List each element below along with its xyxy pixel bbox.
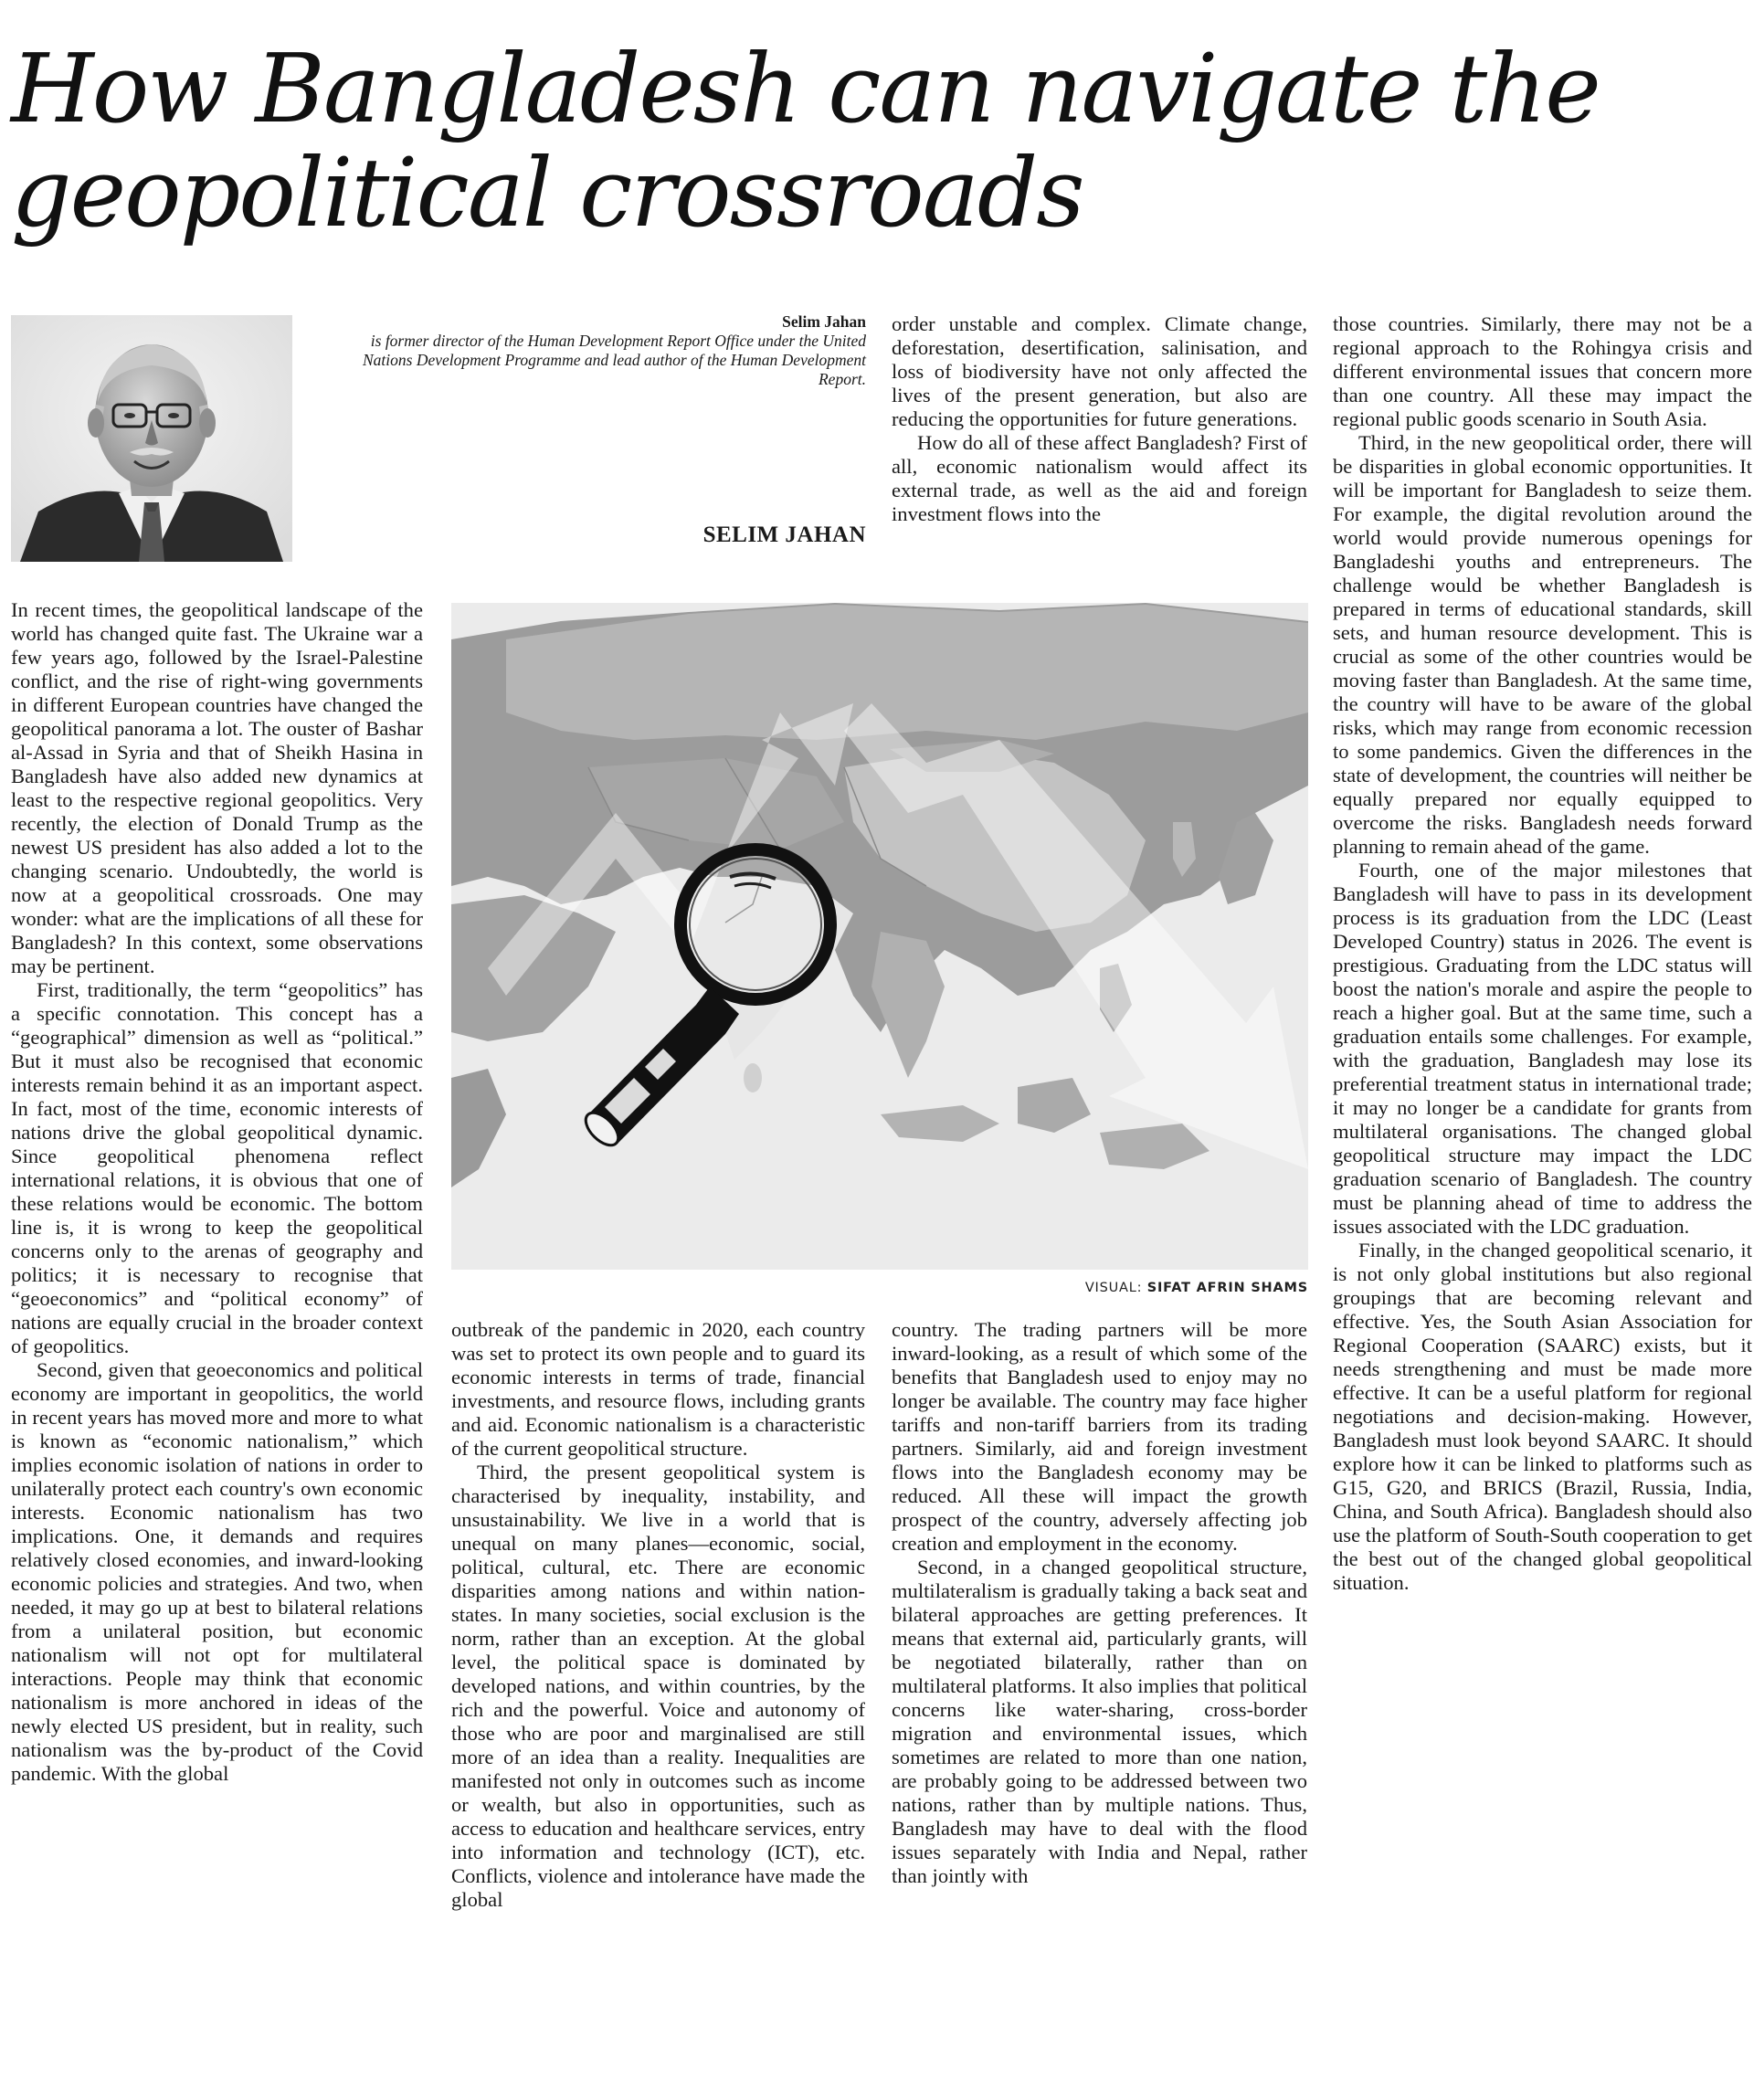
author-photo bbox=[11, 315, 292, 562]
paragraph: First, traditionally, the term “geopolitics” has a specific connotation. This concept has a “geographical” dimension as well as “political.” But it must also be recognised that economic interests remain behind it as an important aspect. In fact, most of the time, economic interests of nations drive the global geopolitical dynamic. Since geopolitical phenomena reflect international relations, it is obvious that one of these relations would be economic. The bottom line is, it is wrong to keep the geopolitical concerns only to the arenas of geography and politics; it is necessary to recognise that “geoeconomics” and “political economy” of nations are equally crucial in the broader context of geopolitics. bbox=[11, 978, 423, 1357]
visual-credit bbox=[822, 1281, 1308, 1295]
paragraph: country. The trading partners will be more inward-looking, as a result of which some of the benefits that Bangladesh used to enjoy may no longer be available. The country may face higher tariffs and non-tariff barriers from its trading partners. Similarly, aid and foreign investment flows into the Bangladesh economy may be reduced. All these will impact the growth prospect of the country, adversely affecting job creation and employment in the economy. bbox=[892, 1318, 1307, 1555]
paragraph: Third, in the new geopolitical order, there will be disparities in global economic opportunities. It will be important for Bangladesh to seize them. For example, the digital revolution around the world would provide numerous openings for Bangladeshi youths and entrepreneurs. The challenge would be whether Bangladesh is prepared in terms of educational standards, skill sets, and human resource development. This is crucial as some of the other countries would be moving faster than Bangladesh. At the same time, the country will have to be aware of the global risks, which may range from economic recession to some pandemics. Given the differences in the state of development, the countries will neither be equally prepared nor equally equipped to overcome the risks. Bangladesh needs forward planning to remain ahead of the game. bbox=[1333, 431, 1752, 858]
author-bio-text: is former director of the Human Development Report Office under the United Nations Development Programme and lead author of the Human Development Report. bbox=[363, 332, 866, 388]
paragraph: order unstable and complex. Climate change, deforestation, desertification, salinisation, and loss of biodiversity have not only affected the lives of the present generation, but also are reducing the opportunities for future generations. bbox=[892, 312, 1307, 430]
paragraph: Second, given that geoeconomics and political economy are important in geopolitics, the world in recent years has moved more and more to what is known as “economic nationalism,” which implies economic isolation of nations in order to unilaterally protect each country's own economic interests. Economic nationalism has two implications. One, it demands and requires relatively closed economies, and inward-looking economic policies and strategies. And two, when needed, it may go up at best to bilateral relations from a unilateral position, but economic nationalism will not opt for multilateral interactions. People may think that economic nationalism is more anchored in ideas of the newly elected US president, but in reality, such nationalism was the by-product of the Covid pandemic. With the global bbox=[11, 1358, 423, 1785]
author-name: Selim Jahan bbox=[782, 312, 866, 331]
column-1 bbox=[11, 598, 423, 2087]
byline: SELIM JAHAN bbox=[702, 522, 866, 547]
visual-credit-name: SIFAT AFRIN SHAMS bbox=[1146, 1281, 1308, 1295]
paragraph: Second, in a changed geopolitical structure, multilateralism is gradually taking a back seat and bilateral approaches are getting preferences. It means that external aid, particularly grants, will be negotiated bilaterally, rather than on multilateral platforms. It also implies that political concerns like water-sharing, cross-border migration and environmental issues, which sometimes are related to more than one nation, are probably going to be addressed between two nations, rather than by multiple nations. Thus, Bangladesh may have to deal with the flood issues separately with India and Nepal, rather than jointly with bbox=[892, 1556, 1307, 1887]
column-2 bbox=[451, 1318, 865, 2087]
column-3-bottom bbox=[892, 1318, 1307, 2087]
paragraph: Finally, in the changed geopolitical scenario, it is not only global institutions but also regional groupings that are becoming relevant and effective. Yes, the South Asian Association for Regional Cooperation (SAARC) exists, but it needs strengthening and must be made more effective. It can be a useful platform for regional negotiations and decision-making. However, Bangladesh must look beyond SAARC. It should explore how it can be linked to platforms such as G15, G20, and BRICS (Brazil, Russia, India, China, and South Africa). Bangladesh should also use the platform of South-South cooperation to get the best out of the changed global geopolitical situation. bbox=[1333, 1239, 1752, 1594]
headline: How Bangladesh can navigate the geopolitical crossroads bbox=[11, 33, 1600, 248]
paragraph: outbreak of the pandemic in 2020, each country was set to protect its own people and to guard its economic interests in terms of trade, financial investments, and resource flows, including grants and aid. Economic nationalism is a characteristic of the current geopolitical structure. bbox=[451, 1318, 865, 1460]
paragraph: those countries. Similarly, there may not be a regional approach to the Rohingya crisis and different environmental issues that concern more than one country. All these may impact the regional public goods scenario in South Asia. bbox=[1333, 312, 1752, 430]
paragraph: In recent times, the geopolitical landscape of the world has changed quite fast. The Ukraine war a few years ago, followed by the Israel-Palestine conflict, and the rise of right-wing governments in different European countries have changed the geopolitical panorama a lot. The ouster of Bashar al-Assad in Syria and that of Sheikh Hasina in Bangladesh have also added new dynamics at least to the respective regional geopolitics. Very recently, the election of Donald Trump as the newest US president has also added a lot to the changing scenario. Undoubtedly, the world is now at a geopolitical crossroads. One may wonder: what are the implications of all these for Bangladesh? In this context, some observations may be pertinent. bbox=[11, 598, 423, 977]
column-4 bbox=[1333, 312, 1752, 2087]
paragraph: Fourth, one of the major milestones that Bangladesh will have to pass in its development process is its graduation from the LDC (Least Developed Country) status in 2026. The event is prestigious. Graduating from the LDC status will boost the nation's morale and aspire the people to reach a higher goal. But at the same time, such a graduation entails some challenges. For example, with the graduation, Bangladesh may lose its preferential treatment status in international trade; it may no longer be a candidate for grants from multilateral organisations. The changed global geopolitical structure may impact the LDC graduation scenario of Bangladesh. The country must be planning ahead of time to address the issues associated with the LDC graduation. bbox=[1333, 859, 1752, 1238]
paragraph: Third, the present geopolitical system is characterised by inequality, instability, and unsustainability. We live in a world that is unequal on many planes—economic, social, political, cultural, etc. There are economic disparities among nations and within nation-states. In many societies, social exclusion is the norm, rather than an exception. At the global level, the political space is dominated by developed nations, and within countries, by the rich and the powerful. Voice and autonomy of those who are poor and marginalised are still more of an idea than a reality. Inequalities are manifested not only in outcomes such as income or wealth, but also in opportunities, such as access to education and healthcare services, entry into information and technology (ICT), etc. Conflicts, violence and intolerance have made the global bbox=[451, 1461, 865, 1911]
visual-credit-label: VISUAL: bbox=[1084, 1281, 1147, 1295]
column-3-top bbox=[892, 312, 1307, 575]
map-illustration bbox=[451, 603, 1308, 1270]
paragraph: How do all of these affect Bangladesh? First of all, economic nationalism would affect its external trade, as well as the aid and foreign investment flows into the bbox=[892, 431, 1307, 525]
author-bio bbox=[320, 312, 866, 389]
